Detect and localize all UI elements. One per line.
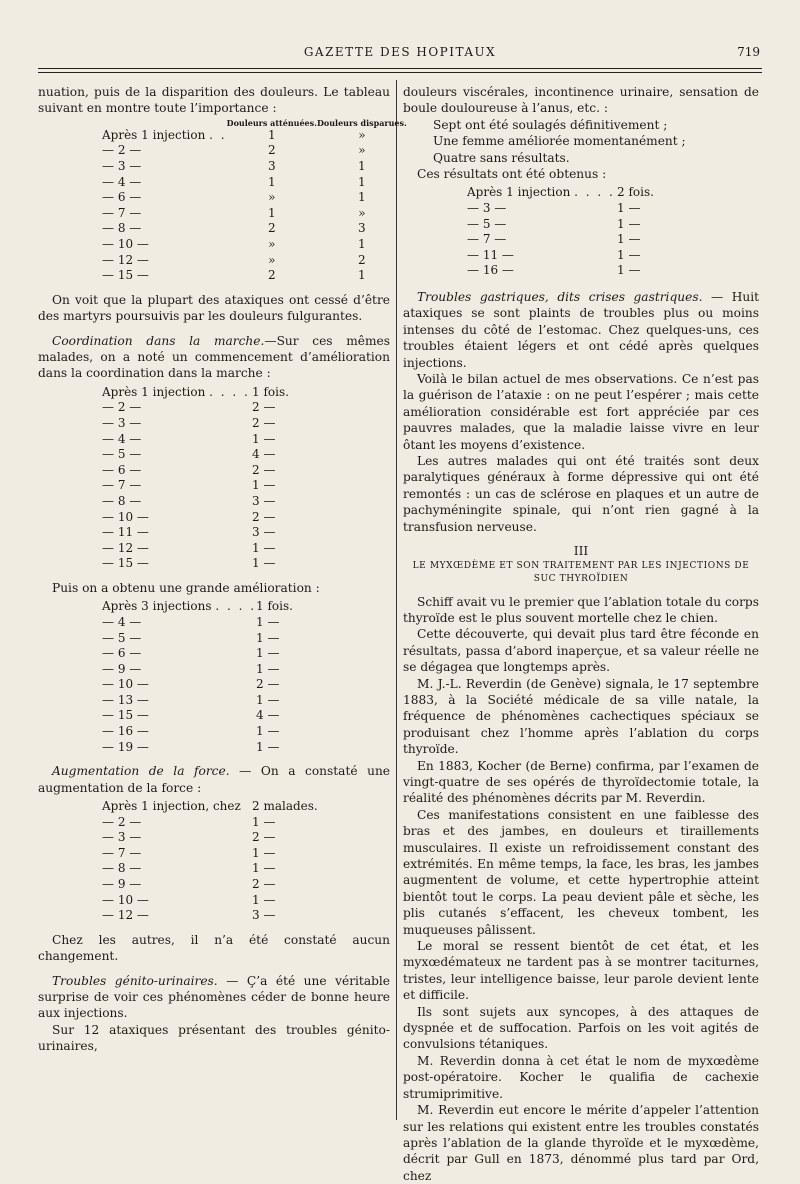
column-header: Douleurs disparues. bbox=[316, 117, 407, 128]
paragraph-text: — Huit ataxiques se sont plaints de troubles plus ou moins intenses du côté de l’estomac. Chez quelques-uns, ces troubles étaient légers et ont cédé après quelques injections. bbox=[403, 290, 759, 370]
table-row: Après 1 injection . . . . 2 fois. bbox=[467, 185, 654, 200]
row-label: — 2 — bbox=[102, 814, 142, 829]
table-row: Après 1 injection . . 1 » bbox=[102, 128, 407, 144]
paragraph: Puis on a obtenu une grande amélioration : bbox=[52, 580, 320, 595]
cell: 1 — bbox=[617, 232, 641, 247]
table-row bbox=[102, 510, 289, 526]
cell: 1 — bbox=[617, 247, 641, 262]
table-row bbox=[102, 253, 407, 269]
row-label: — 5 — bbox=[102, 630, 142, 645]
cell: 1 bbox=[267, 174, 276, 189]
run-in-heading: Troubles gastriques, dits crises gastriques. bbox=[417, 290, 703, 304]
row-label: — 10 — bbox=[102, 509, 149, 524]
paragraph-text: — On a constaté une augmentation de la force : bbox=[38, 764, 391, 795]
cell: 1 — bbox=[252, 845, 276, 860]
table-row bbox=[102, 237, 407, 253]
table-row bbox=[102, 646, 293, 662]
row-label: — 16 — bbox=[467, 263, 514, 278]
row-label: — 7 — bbox=[467, 232, 507, 247]
cell: 2 malades. bbox=[252, 799, 318, 814]
paragraph: douleurs viscérales, incontinence urinaire, sensation de boule douloureuse à l’anus, etc. : bbox=[403, 85, 759, 116]
paragraph bbox=[403, 289, 759, 371]
section-title: LE MYXŒDÈME ET SON TRAITEMENT PAR LES INJECTIONS DE SUC THYROÏDIEN bbox=[412, 560, 750, 584]
cell: 1 — bbox=[617, 201, 641, 216]
table-row bbox=[102, 416, 289, 432]
table-row bbox=[102, 861, 318, 877]
cell: 1 — bbox=[252, 814, 276, 829]
row-label: — 15 — bbox=[102, 708, 149, 723]
row-label: — 11 — bbox=[102, 525, 149, 540]
paragraph: M. J.-L. Reverdin (de Genève) signala, le 17 septembre 1883, à la Société médicale de sa ville natale, la fréquence de phénomènes cachectiques spéciaux se produisant chez l’homme après l’ablation du corps thyroïde. bbox=[403, 676, 759, 757]
cell: » bbox=[268, 252, 276, 267]
cell: 1 — bbox=[256, 692, 280, 707]
table-row bbox=[102, 541, 289, 557]
row-label: — 15 — bbox=[102, 268, 149, 283]
table-row bbox=[102, 432, 289, 448]
cell: 1 — bbox=[256, 614, 280, 629]
row-label: Après 1 injection bbox=[102, 127, 206, 142]
row-label: — 4 — bbox=[102, 431, 142, 446]
results-list bbox=[403, 117, 759, 166]
results-table bbox=[467, 185, 654, 279]
table-row bbox=[102, 662, 293, 678]
cell: 1 — bbox=[617, 216, 641, 231]
section-number: III bbox=[573, 544, 589, 559]
table-row bbox=[102, 463, 289, 479]
table-row bbox=[467, 248, 654, 264]
row-label: Après 1 injection bbox=[102, 384, 206, 399]
cell: 2 — bbox=[252, 462, 276, 477]
paragraph: nuation, puis de la disparition des douleurs. Le tableau suivant en montre toute l’importance : bbox=[38, 85, 390, 116]
cell: 1 bbox=[358, 159, 366, 173]
cell: » bbox=[358, 127, 366, 142]
cell: 1 bbox=[267, 127, 276, 142]
left-column bbox=[38, 84, 407, 1055]
table-row bbox=[102, 846, 318, 862]
table-row bbox=[102, 190, 407, 206]
table-row bbox=[102, 159, 407, 175]
table-row bbox=[102, 494, 289, 510]
cell: 2 — bbox=[252, 877, 276, 892]
cell: 1 — bbox=[252, 556, 276, 571]
table-row bbox=[102, 877, 318, 893]
row-label: — 9 — bbox=[102, 877, 142, 892]
paragraph: Ils sont sujets aux syncopes, à des attaques de dyspnée et de suffocation. Parfois on les voit agités de convulsions tétaniques. bbox=[403, 1004, 759, 1052]
improvement-table bbox=[102, 599, 293, 755]
list-item: Une femme améliorée momentanément ; bbox=[433, 134, 686, 149]
table-row bbox=[102, 525, 289, 541]
table-row bbox=[102, 893, 318, 909]
list-item: Quatre sans résultats. bbox=[433, 150, 570, 165]
table-row bbox=[102, 615, 293, 631]
table-row bbox=[467, 232, 654, 248]
table-row bbox=[102, 175, 407, 191]
table-row bbox=[102, 221, 407, 237]
paragraph-text: — Ç’a été une véritable surprise de voir ces phénomènes céder de bonne heure aux injections. bbox=[38, 973, 390, 1021]
paragraph: Les autres malades qui ont été traités sont deux paralytiques généraux à forme dépressive qui ont été remontés : un cas de sclérose en plaques et un autre de pachyméningite spinale, qui n’ont rien gagné à la transfusion nerveuse. bbox=[403, 454, 759, 534]
cell: 1 bbox=[358, 236, 366, 251]
row-label: — 6 — bbox=[102, 190, 142, 205]
row-label: — 4 — bbox=[102, 174, 142, 189]
row-label: — 6 — bbox=[102, 646, 142, 661]
row-label: — 16 — bbox=[102, 724, 149, 739]
coordination-table bbox=[102, 385, 289, 572]
header-rule-bottom bbox=[38, 72, 762, 73]
cell: 1 bbox=[358, 268, 366, 283]
force-table bbox=[102, 799, 318, 924]
table-row bbox=[102, 556, 289, 572]
paragraph: Schiff avait vu le premier que l’ablation totale du corps thyroïde est le plus souvent mortelle chez le chien. bbox=[403, 594, 759, 625]
table-row bbox=[102, 740, 293, 756]
cell: 2 bbox=[267, 221, 276, 236]
cell: » bbox=[358, 205, 366, 220]
cell: 2 bbox=[267, 143, 276, 158]
paragraph: Cette découverte, qui devait plus tard être féconde en résultats, passa d’abord inaperçue, et sa valeur réelle ne se dégagea que longtemps après. bbox=[403, 627, 759, 675]
cell: 3 — bbox=[252, 493, 276, 508]
row-label: — 10 — bbox=[102, 892, 149, 907]
table-row bbox=[102, 206, 407, 222]
paragraph: Ces manifestations consistent en une faiblesse des bras et des jambes, en douleurs et tiraillements musculaires. Il existe un refroidissement constant des extrémités. En même temps, la face, les bras, les jambes augmentent de volume, et cette hypertrophie atteint bientôt tout le corps. La peau devient pâle et sèche, les plis cutanés s’effacent, les cheveux tombent, les muqueuses pâlissent. bbox=[403, 807, 759, 937]
table-row bbox=[102, 830, 318, 846]
cell: 3 bbox=[358, 221, 366, 236]
cell: » bbox=[268, 236, 276, 251]
table-row bbox=[102, 693, 293, 709]
run-in-heading: Coordination dans la marche. bbox=[52, 333, 265, 348]
paragraph: Le moral se ressent bientôt de cet état, et les myxœdémateux ne tardent pas à se montrer taciturnes, tristes, leur intelligence baisse, leur parole devient lente et difficile. bbox=[403, 939, 759, 1003]
journal-title: GAZETTE DES HOPITAUX bbox=[303, 45, 497, 59]
list-item: Sept ont été soulagés définitivement ; bbox=[433, 117, 668, 132]
cell: 1 — bbox=[252, 431, 276, 446]
row-label: Après 3 injections bbox=[102, 599, 212, 614]
paragraph: En 1883, Kocher (de Berne) confirma, par l’examen de vingt-quatre de ses opérés de thyroïdectomie totale, la réalité des phénomènes décrits par M. Reverdin. bbox=[403, 758, 759, 806]
row-label: — 10 — bbox=[102, 236, 149, 251]
row-label: — 15 — bbox=[102, 556, 149, 571]
row-label: — 8 — bbox=[102, 493, 142, 508]
cell: 1 — bbox=[252, 540, 276, 555]
row-label: — 19 — bbox=[102, 739, 149, 754]
cell: 2 — bbox=[256, 677, 280, 692]
cell: 1 — bbox=[617, 263, 641, 278]
table-row bbox=[102, 799, 318, 815]
table-row bbox=[102, 478, 289, 494]
cell: 1 bbox=[267, 205, 276, 220]
row-label: — 13 — bbox=[102, 692, 149, 707]
cell: 2 bbox=[358, 252, 366, 267]
table-row: Après 1 injection . . . . 1 fois. bbox=[102, 384, 289, 399]
cell: 1 — bbox=[256, 630, 280, 645]
row-label: — 9 — bbox=[102, 661, 142, 676]
row-label: — 3 — bbox=[467, 201, 507, 216]
cell: 2 bbox=[267, 268, 276, 283]
column-header: Douleurs atténuées. bbox=[226, 117, 317, 128]
row-label: — 4 — bbox=[102, 614, 142, 629]
run-in-heading: Troubles génito-urinaires. bbox=[52, 973, 218, 988]
pain-table bbox=[102, 119, 407, 284]
cell: 1 bbox=[358, 174, 366, 189]
cell: 2 — bbox=[252, 509, 276, 524]
row-label: — 2 — bbox=[102, 143, 142, 158]
row-label: — 5 — bbox=[467, 216, 507, 231]
paragraph: On voit que la plupart des ataxiques ont cessé d’être des martyrs poursuivis par les douleurs fulgurantes. bbox=[38, 292, 390, 324]
paragraph bbox=[38, 763, 390, 796]
row-label: — 3 — bbox=[102, 830, 142, 845]
paragraph bbox=[38, 333, 390, 382]
cell: 1 — bbox=[252, 478, 276, 493]
cell: » bbox=[358, 143, 366, 158]
cell: 1 bbox=[358, 190, 366, 205]
paragraph: Chez les autres, il n’a été constaté aucun changement. bbox=[38, 932, 390, 964]
cell: 1 — bbox=[252, 892, 276, 907]
row-label: — 7 — bbox=[102, 205, 142, 220]
cell: 1 — bbox=[256, 661, 280, 676]
cell: 1 — bbox=[256, 724, 280, 739]
cell: 1 — bbox=[256, 646, 280, 661]
paragraph-text: —Sur ces mêmes malades, on a noté un commencement d’amélioration dans la coordination dans la marche : bbox=[38, 333, 391, 381]
table-row: Après 3 injections . . . . 1 fois. bbox=[102, 599, 293, 614]
right-column bbox=[403, 84, 759, 1184]
row-label: — 6 — bbox=[102, 462, 142, 477]
cell: 1 — bbox=[252, 861, 276, 876]
row-label: — 3 — bbox=[102, 159, 142, 173]
cell: 1 fois. bbox=[252, 384, 289, 399]
page-header bbox=[40, 45, 760, 63]
paragraph: Voilà le bilan actuel de mes observations. Ce n’est pas la guérison de l’ataxie : on ne peut l’espérer ; mais cette amélioration considérable est fort appréciée par ces pauvres malades, que la maladie laisse vivre en leur ôtant les moyens d’existence. bbox=[403, 372, 759, 452]
paragraph: Ces résultats ont été obtenus : bbox=[417, 167, 607, 182]
table-row bbox=[467, 201, 654, 217]
row-label: — 8 — bbox=[102, 861, 142, 876]
page-number: 719 bbox=[737, 45, 760, 59]
cell: 3 — bbox=[252, 525, 276, 540]
cell: 4 — bbox=[252, 447, 276, 462]
cell: 1 fois. bbox=[256, 599, 293, 614]
row-label: — 7 — bbox=[102, 478, 142, 493]
table-row bbox=[102, 143, 407, 159]
row-label: Après 1 injection, chez bbox=[102, 799, 241, 814]
row-label: — 12 — bbox=[102, 908, 149, 923]
cell: 3 bbox=[267, 159, 276, 173]
cell: 2 fois. bbox=[617, 185, 654, 200]
paragraph bbox=[38, 973, 390, 1022]
cell: 2 — bbox=[252, 400, 276, 415]
cell: 4 — bbox=[256, 708, 280, 723]
row-label: — 11 — bbox=[467, 247, 514, 262]
row-label: — 2 — bbox=[102, 400, 142, 415]
row-label: — 10 — bbox=[102, 677, 149, 692]
row-label: Après 1 injection bbox=[467, 185, 571, 200]
table-row bbox=[102, 908, 318, 924]
cell: » bbox=[268, 190, 276, 205]
paragraph: M. Reverdin eut encore le mérite d’appeler l’attention sur les relations qui existent entre les troubles constatés après l’ablation de la glande thyroïde et le myxœdème, décrit par Gull en 1873, dénommé plus tard par Ord, chez bbox=[403, 1103, 759, 1183]
table-row bbox=[102, 447, 289, 463]
cell: 2 — bbox=[252, 415, 276, 430]
table-row bbox=[467, 263, 654, 279]
row-label: — 7 — bbox=[102, 845, 142, 860]
row-label: — 12 — bbox=[102, 252, 149, 267]
table-row bbox=[102, 631, 293, 647]
paragraph: M. Reverdin donna à cet état le nom de myxœdème post-opératoire. Kocher le qualifia de cachexie strumiprimitive. bbox=[403, 1053, 759, 1101]
paragraph: Sur 12 ataxiques présentant des troubles génito-urinaires, bbox=[38, 1022, 390, 1054]
table-row bbox=[102, 400, 289, 416]
run-in-heading: Augmentation de la force. bbox=[52, 764, 230, 779]
cell: 2 — bbox=[252, 830, 276, 845]
table-row bbox=[102, 677, 293, 693]
table-row bbox=[102, 724, 293, 740]
row-label: — 3 — bbox=[102, 415, 142, 430]
cell: 1 — bbox=[256, 739, 280, 754]
row-label: — 5 — bbox=[102, 447, 142, 462]
table-row bbox=[102, 815, 318, 831]
table-row bbox=[467, 217, 654, 233]
row-label: — 12 — bbox=[102, 540, 149, 555]
table-row bbox=[102, 708, 293, 724]
row-label: — 8 — bbox=[102, 221, 142, 236]
cell: 3 — bbox=[252, 908, 276, 923]
table-row bbox=[102, 268, 407, 284]
header-rule-top bbox=[38, 68, 762, 69]
